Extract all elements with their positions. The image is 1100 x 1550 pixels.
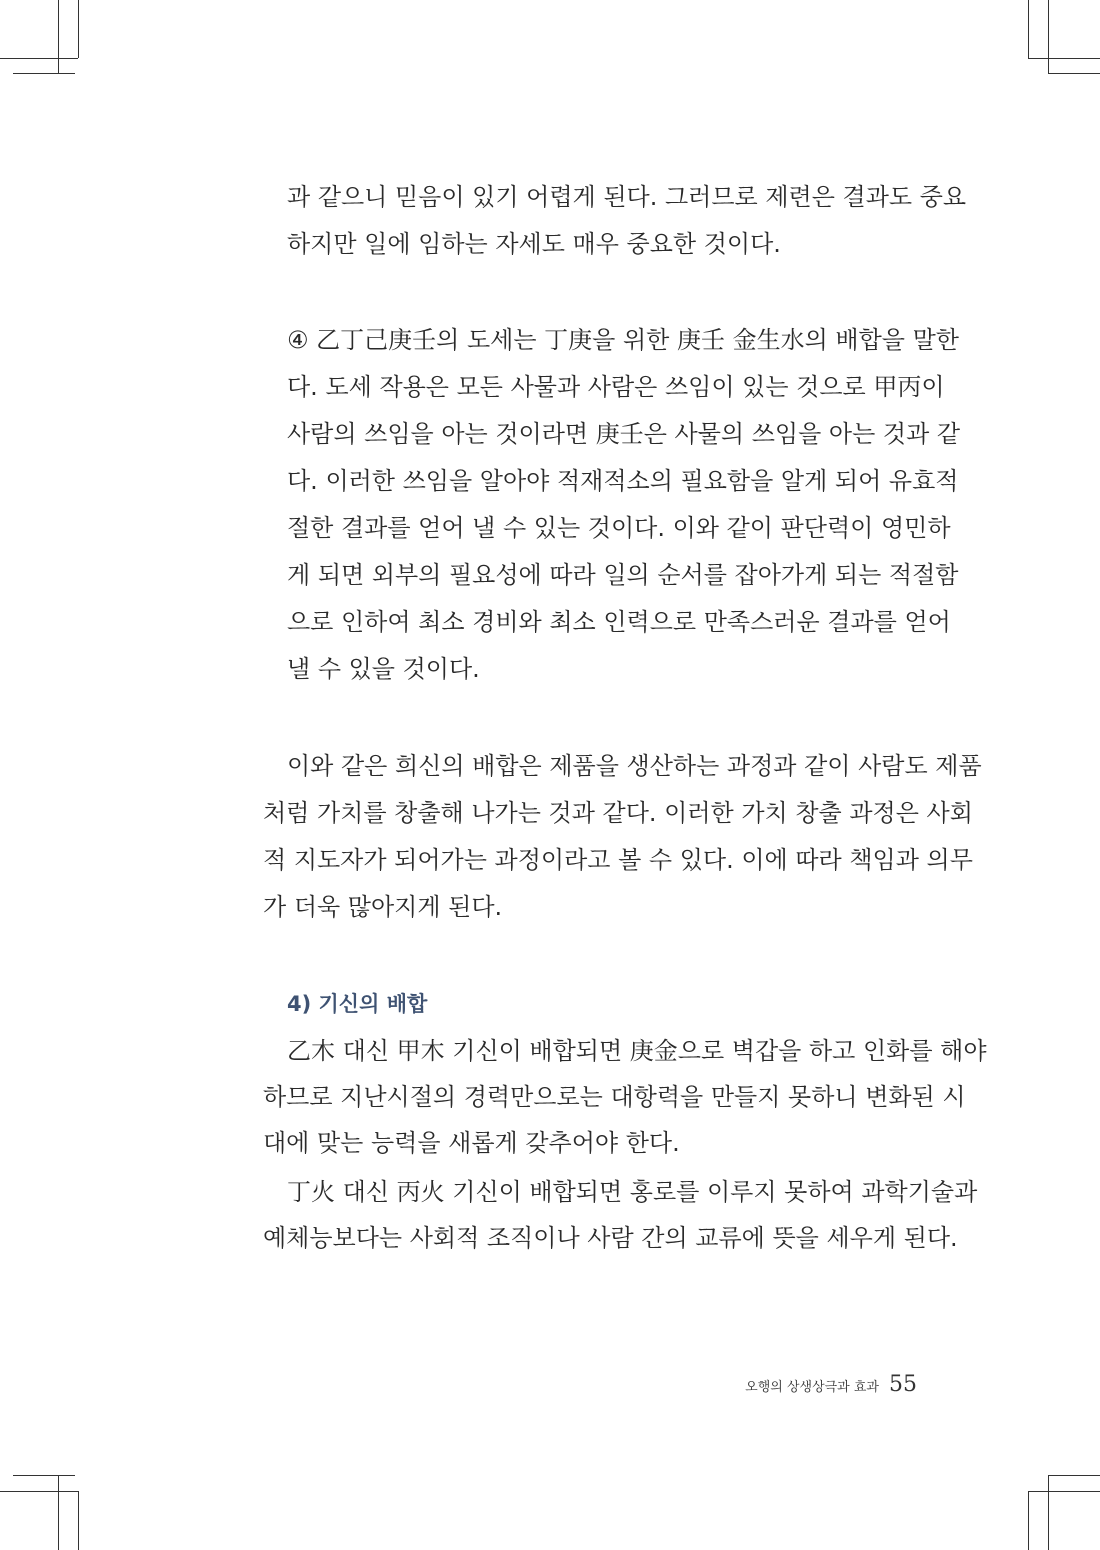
crop-mark: [1028, 1491, 1029, 1550]
crop-mark: [1048, 0, 1049, 73]
text-line: 처럼 가치를 창출해 나가는 것과 같다. 이러한 가치 창출 과정은 사회: [263, 799, 973, 827]
text-line: 다. 이러한 쓰임을 알아야 적재적소의 필요함을 알게 되어 유효적: [287, 467, 959, 495]
text-line: 다. 도세 작용은 모든 사물과 사람은 쓰임이 있는 것으로 甲丙이: [287, 373, 945, 401]
text-line: 가 더욱 많아지게 된다.: [263, 893, 503, 921]
crop-mark: [0, 1491, 78, 1492]
text-line: 대에 맞는 능력을 새롭게 갖추어야 한다.: [263, 1129, 680, 1157]
text-line: 하지만 일에 임하는 자세도 매우 중요한 것이다.: [287, 230, 781, 258]
crop-mark: [1048, 1475, 1100, 1476]
page-footer: [745, 1372, 917, 1397]
page-number: 55: [889, 1372, 917, 1397]
text-line: 적 지도자가 되어가는 과정이라고 볼 수 있다. 이에 따라 책임과 의무: [263, 846, 973, 874]
crop-mark: [1028, 58, 1100, 59]
text-line: 절한 결과를 얻어 낼 수 있는 것이다. 이와 같이 판단력이 영민하: [287, 514, 951, 542]
text-line: 예체능보다는 사회적 조직이나 사람 간의 교류에 뜻을 세우게 된다.: [263, 1224, 958, 1252]
text-line: 이와 같은 희신의 배합은 제품을 생산하는 과정과 같이 사람도 제품: [287, 752, 982, 780]
crop-mark: [0, 58, 78, 59]
section-heading: 4) 기신의 배합: [287, 992, 428, 1016]
crop-mark: [1028, 1491, 1100, 1492]
text-line: ④ 乙丁己庚壬의 도세는 丁庚을 위한 庚壬 金生水의 배합을 말한: [287, 326, 959, 354]
crop-mark: [1028, 0, 1029, 58]
crop-mark: [13, 1475, 75, 1476]
text-line: 하므로 지난시절의 경력만으로는 대항력을 만들지 못하니 변화된 시: [263, 1083, 966, 1111]
text-line: 과 같으니 믿음이 있기 어렵게 된다. 그러므로 제련은 결과도 중요: [287, 183, 967, 211]
crop-mark: [58, 1475, 59, 1550]
crop-mark: [13, 73, 75, 74]
text-line: 으로 인하여 최소 경비와 최소 인력으로 만족스러운 결과를 얻어: [287, 608, 951, 636]
text-line: 乙木 대신 甲木 기신이 배합되면 庚金으로 벽갑을 하고 인화를 해야: [287, 1037, 987, 1065]
crop-mark: [78, 1491, 79, 1550]
text-line: 丁火 대신 丙火 기신이 배합되면 홍로를 이루지 못하여 과학기술과: [287, 1178, 978, 1206]
text-line: 낼 수 있을 것이다.: [287, 655, 480, 683]
crop-mark: [78, 0, 79, 58]
crop-mark: [1048, 73, 1100, 74]
text-line: 사람의 쓰임을 아는 것이라면 庚壬은 사물의 쓰임을 아는 것과 같: [287, 420, 961, 448]
text-line: 게 되면 외부의 필요성에 따라 일의 순서를 잡아가게 되는 적절함: [287, 561, 959, 589]
crop-mark: [1048, 1475, 1049, 1550]
running-footer-title: 오행의 상생상극과 효과: [745, 1380, 879, 1395]
crop-mark: [58, 0, 59, 73]
